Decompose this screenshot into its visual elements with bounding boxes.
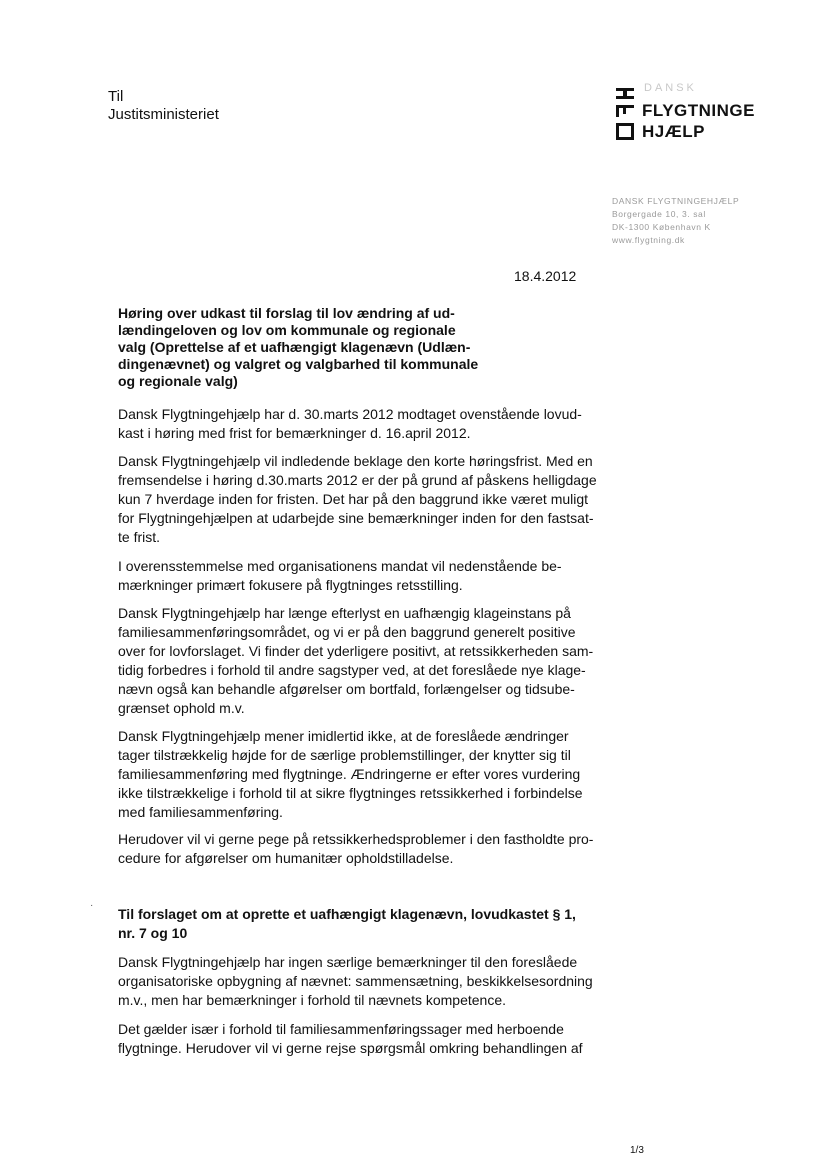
logo-hjaelp-text: HJÆLP	[642, 122, 705, 141]
paragraph-line: tidig forbedres i forhold til andre sagstyper ved, at det foreslåede nye klage-	[118, 662, 586, 678]
paragraph-line: cedure for afgørelser om humanitær opholdstilladelse.	[118, 850, 454, 866]
paragraph-line: Herudover vil vi gerne pege på retssikkerhedsproblemer i den fastholdte pro-	[118, 831, 594, 847]
paragraph-line: Dansk Flygtningehjælp har d. 30.marts 2012 modtaget ovenstående lovud-	[118, 406, 582, 422]
paragraph-humanitarian	[118, 830, 593, 868]
paragraph-mandate	[118, 557, 562, 595]
paragraph-line: fremsendelse i høring d.30.marts 2012 er der på grund af påskens helligdage	[118, 472, 597, 488]
paragraph-organisation	[118, 953, 593, 1010]
paragraph-line: familiesammenføringsområdet, og vi er på den baggrund generelt positive	[118, 624, 576, 640]
paragraph-line: I overensstemmelse med organisationens mandat vil nedenstående be-	[118, 558, 562, 574]
recipient-block	[108, 88, 219, 124]
title-line: dingenævnet) og valgret og valgbarhed til kommunale	[118, 356, 479, 372]
sender-city: DK-1300 København K	[612, 222, 711, 232]
paragraph-line: te frist.	[118, 529, 161, 545]
paragraph-line: flygtninge. Herudover vil vi gerne rejse spørgsmål omkring behandlingen af	[118, 1040, 583, 1056]
paragraph-line: tager tilstrækkelig højde for de særlige problemstillinger, der knytter sig til	[118, 747, 571, 763]
paragraph-positive	[118, 604, 593, 718]
paragraph-concerns	[118, 727, 583, 822]
page-number: 1/3	[630, 1145, 644, 1156]
logo	[600, 82, 770, 142]
recipient-line-to: Til	[108, 88, 124, 105]
paragraph-line: Det gælder især i forhold til familiesammenføringssager med herboende	[118, 1021, 564, 1037]
paragraph-line: ikke tilstrækkelige i forhold til at sikre flygtninges retssikkerhed i forbindelse	[118, 785, 583, 801]
letter-date: 18.4.2012	[514, 268, 577, 284]
paragraph-line: over for lovforslaget. Vi finder det yderligere positivt, at retssikkerheden sam-	[118, 643, 594, 659]
title-line: Høring over udkast til forslag til lov ændring af ud-	[118, 305, 455, 321]
section-heading-line: Til forslaget om at oprette et uafhængigt klagenævn, lovudkastet § 1,	[118, 906, 576, 922]
paragraph-family-reunification	[118, 1020, 583, 1058]
logo-dansk-text: DANSK	[644, 82, 697, 94]
section-heading	[118, 905, 576, 943]
title-line: lændingeloven og lov om kommunale og regionale	[118, 322, 456, 338]
title-line: og regionale valg)	[118, 373, 238, 389]
paragraph-line: organisatoriske opbygning af nævnet: sammensætning, beskikkelsesordning	[118, 973, 593, 989]
paragraph-line: med familiesammenføring.	[118, 804, 283, 820]
paragraph-line: kun 7 hverdage inden for fristen. Det har på den baggrund ikke været muligt	[118, 491, 589, 507]
recipient-line-ministry: Justitsministeriet	[108, 106, 219, 123]
paragraph-line: nævn også kan behandle afgørelser om bortfald, forlængelser og tidsube-	[118, 681, 575, 697]
bullet-dot: ·	[90, 900, 94, 911]
paragraph-line: Dansk Flygtningehjælp har længe efterlyst en uafhængig klageinstans på	[118, 605, 571, 621]
paragraph-line: grænset ophold m.v.	[118, 700, 245, 716]
sender-website: www.flygtning.dk	[612, 235, 685, 245]
document-title	[118, 305, 488, 390]
section-heading-line: nr. 7 og 10	[118, 925, 188, 941]
paragraph-line: m.v., men har bemærkninger i forhold til nævnets kompetence.	[118, 992, 507, 1008]
dfh-logo-mark-icon	[616, 88, 634, 140]
title-line: valg (Oprettelse af et uafhængigt klagenævn (Udlæn-	[118, 339, 471, 355]
paragraph-line: Dansk Flygtningehjælp har ingen særlige bemærkninger til den foreslåede	[118, 954, 578, 970]
sender-address	[612, 195, 739, 247]
paragraph-line: Dansk Flygtningehjælp mener imidlertid ikke, at de foreslåede ændringer	[118, 728, 569, 744]
paragraph-line: familiesammenføring med flygtninge. Ændringerne er efter vores vurdering	[118, 766, 581, 782]
paragraph-line: mærkninger primært fokusere på flygtninges retsstilling.	[118, 577, 463, 593]
sender-name: DANSK FLYGTNINGEHJÆLP	[612, 196, 740, 206]
paragraph-line: for Flygtningehjælpen at udarbejde sine bemærkninger inden for den fastsat-	[118, 510, 594, 526]
paragraph-received	[118, 405, 582, 443]
paragraph-line: Dansk Flygtningehjælp vil indledende beklage den korte høringsfrist. Med en	[118, 453, 593, 469]
paragraph-line: kast i høring med frist for bemærkninger d. 16.april 2012.	[118, 425, 471, 441]
logo-flygtninge-text: FLYGTNINGE	[642, 101, 755, 120]
sender-street: Borgergade 10, 3. sal	[612, 209, 706, 219]
paragraph-deadline	[118, 452, 597, 547]
